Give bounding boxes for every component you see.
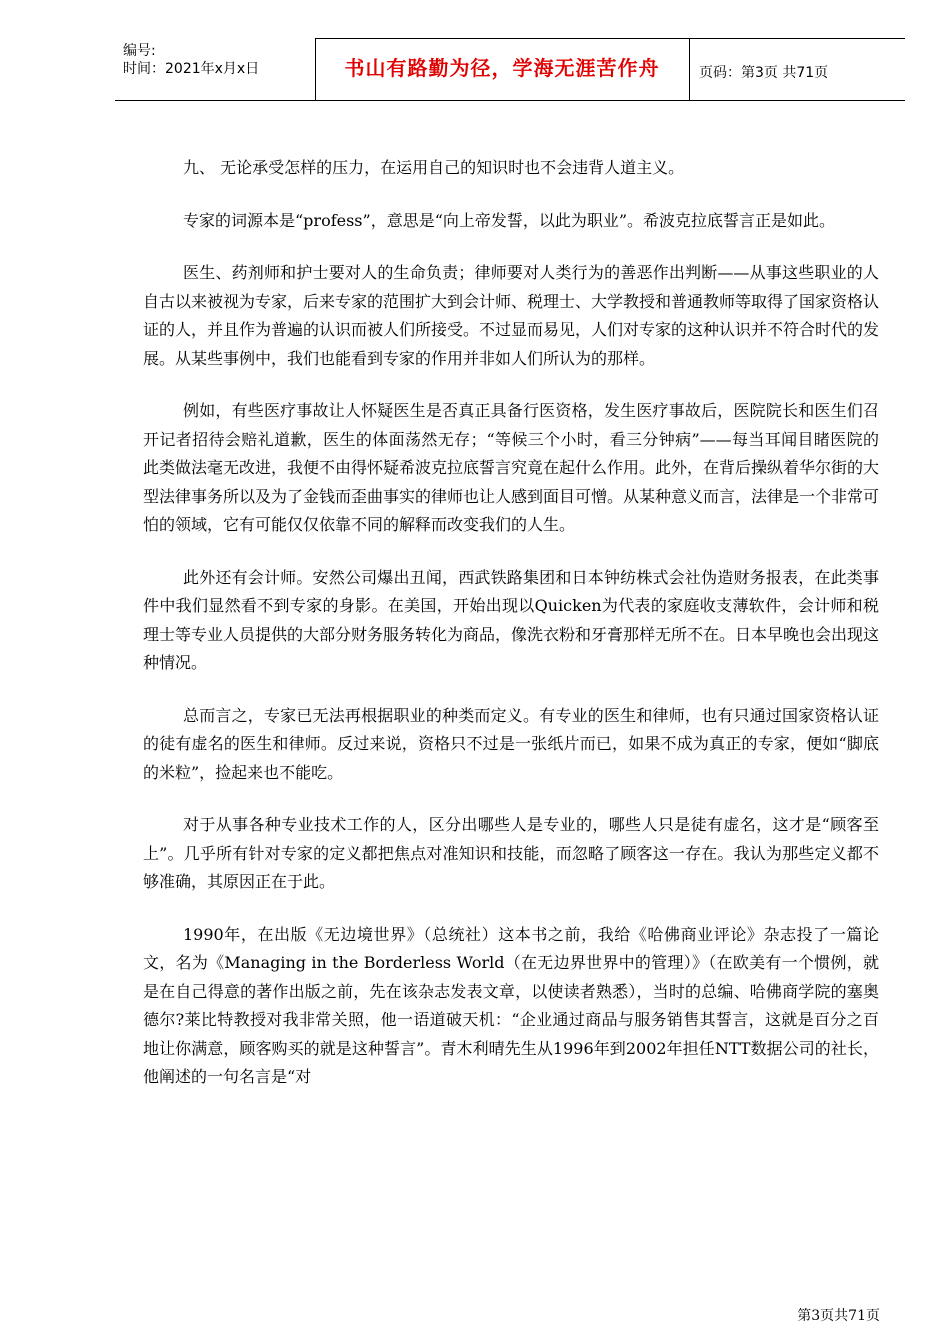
- header-motto: 书山有路勤为径，学海无涯苦作舟: [344, 56, 660, 80]
- document-number-label: 编号:: [123, 43, 156, 59]
- paragraph: 例如，有些医疗事故让人怀疑医生是否真正具备行医资格，发生医疗事故后，医院院长和医生们召开记者招待会赔礼道歉，医生的体面荡然无存；“等候三个小时，看三分钟病”——每当耳闻目睹医院的此类做法毫无改进，我便不由得怀疑希波克拉底誓言究竟在起什么作用。此外，在背后操纵着华尔街的大型法律事务所以及为了金钱而歪曲事实的律师也让人感到面目可憎。从某种意义而言，法律是一个非常可怕的领域，它有可能仅仅依靠不同的解释而改变我们的人生。: [143, 401, 880, 534]
- footer-page-number: 第3页共71页: [797, 1308, 880, 1324]
- paragraph: 对于从事各种专业技术工作的人，区分出哪些人是专业的，哪些人只是徒有虚名，这才是“顾客至上”。几乎所有针对专家的定义都把焦点对准知识和技能，而忽略了顾客这一存在。我认为那些定义都不够准确，其原因正在于此。: [143, 815, 879, 891]
- header-divider: [689, 38, 690, 100]
- header-bottom-rule: [115, 100, 905, 101]
- page-header: [115, 38, 905, 100]
- paragraph: 此外还有会计师。安然公司爆出丑闻，西武铁路集团和日本钟纺株式会社伪造财务报表，在此类事件中我们显然看不到专家的身影。在美国，开始出现以Quicken为代表的家庭收支薄软件，会计师和税理士等专业人员提供的大部分财务服务转化为商品，像洗衣粉和牙膏那样无所不在。日本早晚也会出现这种情况。: [143, 567, 880, 672]
- document-date: 时间：2021年x月x日: [123, 61, 260, 77]
- header-page-number: 页码：第3页 共71页: [699, 65, 829, 81]
- header-top-rule: [315, 38, 905, 39]
- paragraph: 专家的词源本是“profess”，意思是“向上帝发誓，以此为职业”。希波克拉底誓言正是如此。: [183, 210, 836, 230]
- paragraph: 医生、药剂师和护士要对人的生命负责；律师要对人类行为的善恶作出判断——从事这些职业的人自古以来被视为专家，后来专家的范围扩大到会计师、税理士、大学教授和普通教师等取得了国家资格认证的人，并且作为普遍的认识而被人们所接受。不过显而易见，人们对专家的这种认识并不符合时代的发展。从某些事例中，我们也能看到专家的作用并非如人们所认为的那样。: [143, 263, 880, 368]
- paragraph: 九、 无论承受怎样的压力，在运用自己的知识时也不会违背人道主义。: [183, 158, 685, 177]
- document-body: [143, 154, 879, 1116]
- paragraph: 总而言之，专家已无法再根据职业的种类而定义。有专业的医生和律师，也有只通过国家资格认证的徒有虚名的医生和律师。反过来说，资格只不过是一张纸片而已，如果不成为真正的专家，便如“脚底的米粒”，捡起来也不能吃。: [143, 705, 879, 782]
- paragraph: 1990年，在出版《无边境世界》（总统社）这本书之前，我给《哈佛商业评论》杂志投了一篇论文，名为《Managing in the Borderless World（在无边界世界中的管理）》（在欧美有一个惯例，就是在自己得意的著作出版之前，先在该杂志发表文章，以使读者熟悉），当时的总编、哈佛商学院的塞奥德尔?莱比特教授对我非常关照，他一语道破天机：“企业通过商品与服务销售其誓言，这就是百分之百地让你满意，顾客购买的就是这种誓言”。青木利晴先生从1996年到2002年担任NTT数据公司的社长，他阐述的一句名言是“对: [143, 924, 879, 1086]
- header-meta: [123, 42, 259, 78]
